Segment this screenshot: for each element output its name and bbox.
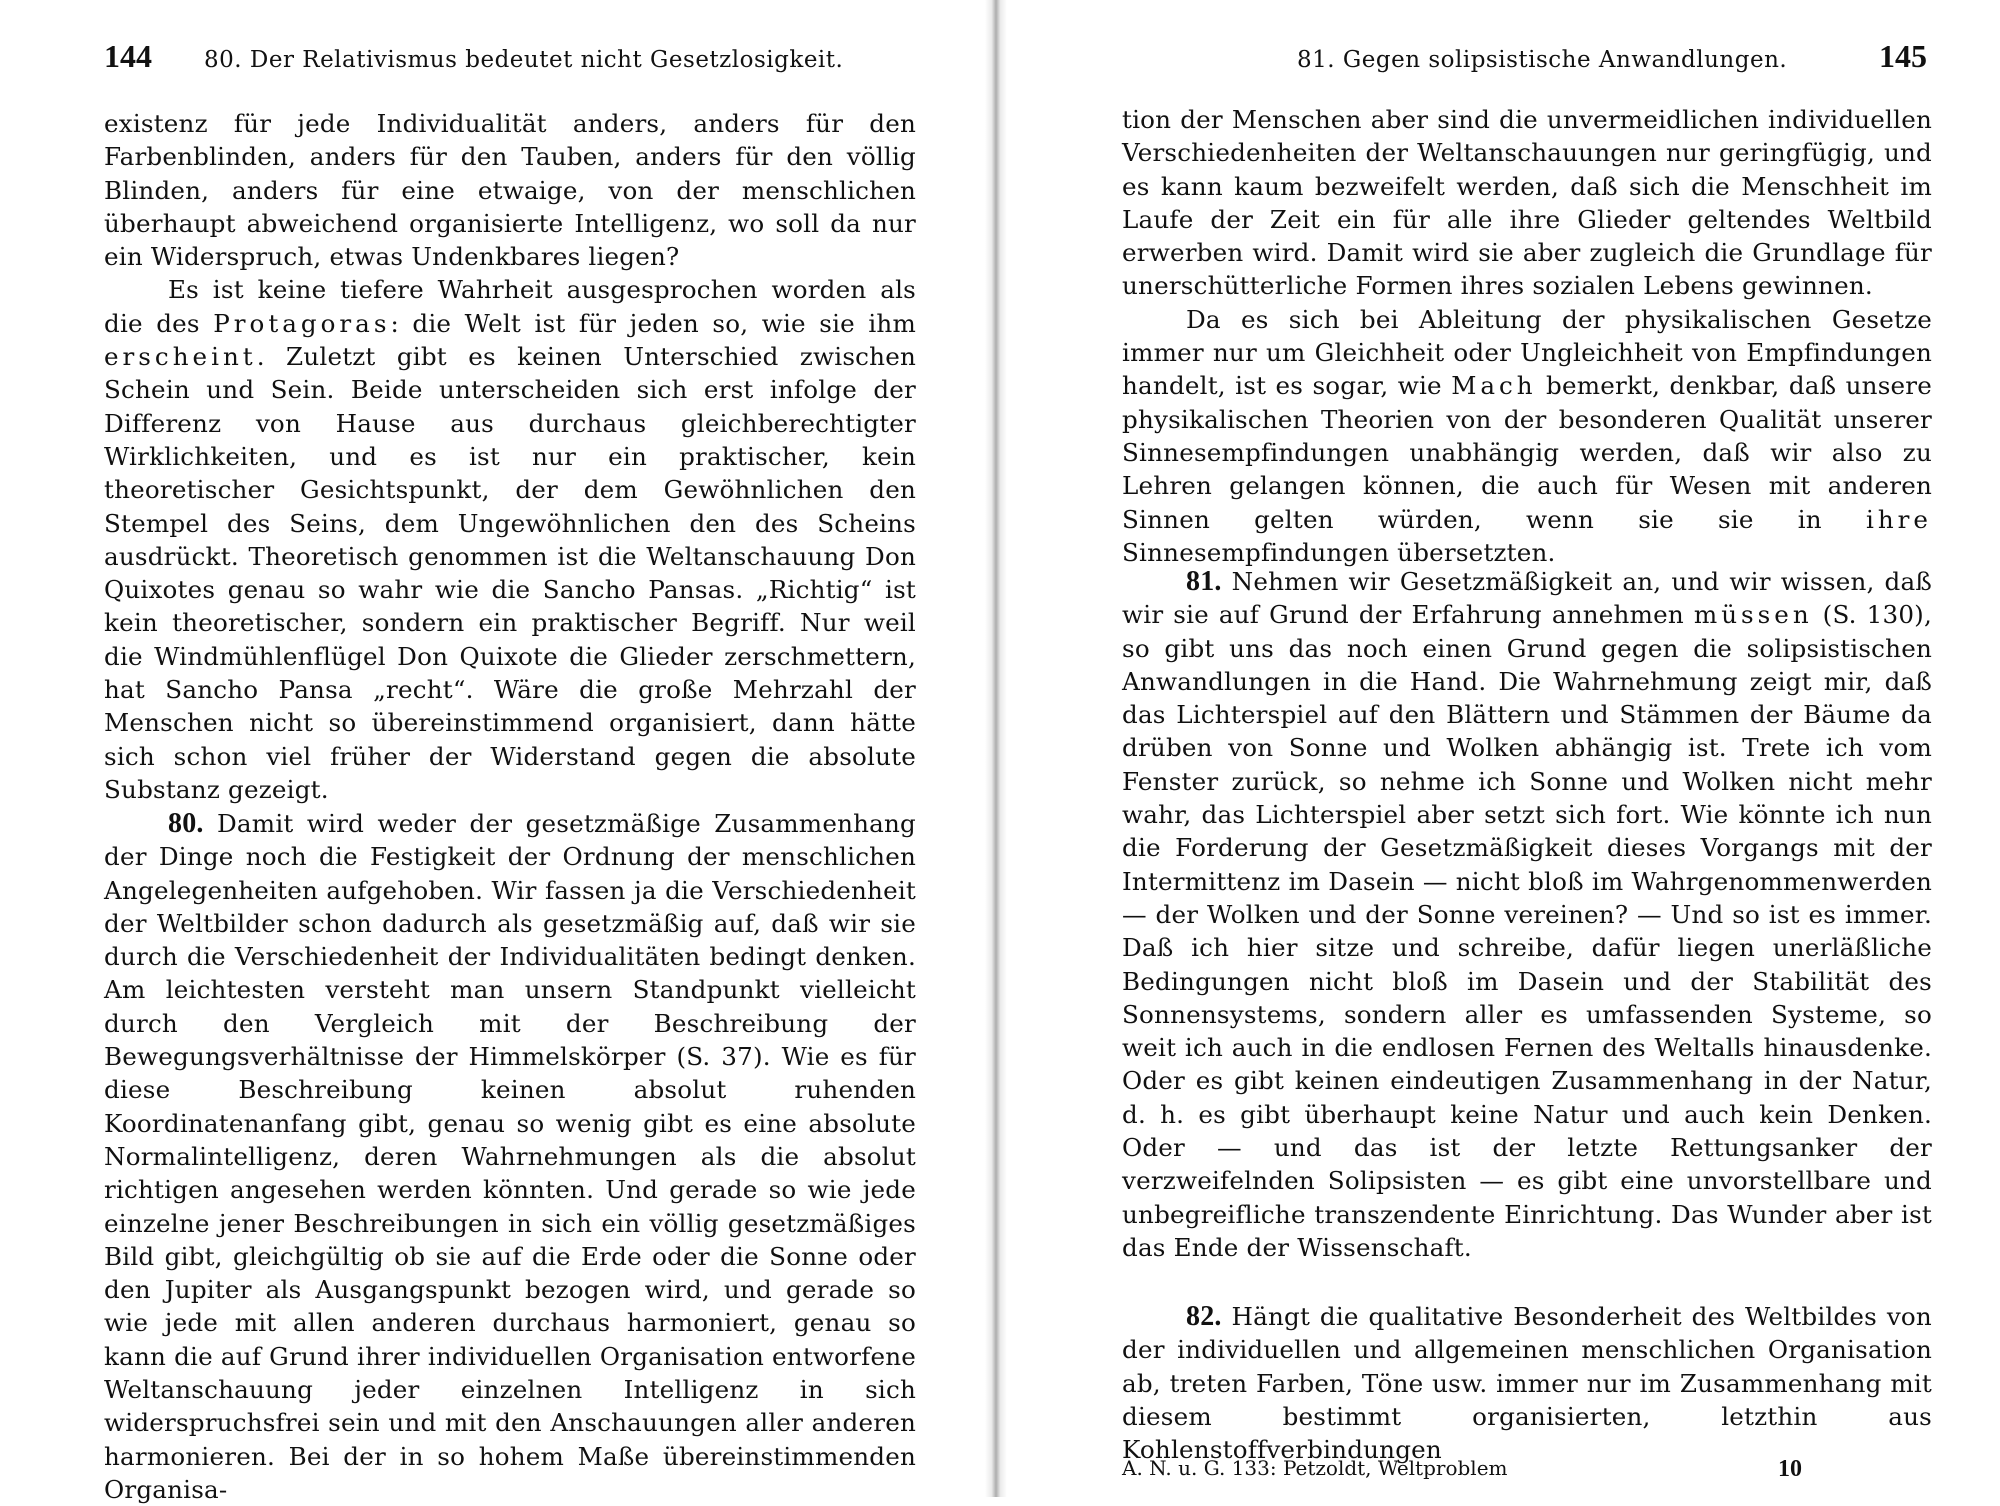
text-run: Es ist keine tiefere Wahrheit ausgesprochen worden als die des: [104, 275, 916, 338]
left-running-head: [104, 38, 904, 78]
section-82: [1122, 1300, 1932, 1466]
left-text-block-1: [104, 107, 916, 806]
right-page-footer: [1122, 1456, 1932, 1483]
text-run: Sinnesempfindungen übersetzten.: [1122, 537, 1556, 567]
emphasis-muessen: müssen: [1693, 600, 1813, 630]
text-run: (S. 130), so gibt uns das noch einen Grund gegen die solipsistischen Anwandlungen in die Hand. Die Wahrnehmung zeigt mir, daß das Lichterspiel auf den Blättern und Stämmen der Bäume da drüben von Sonne und Wolken abhängig ist. Trete ich vom Fenster zurück, so nehme ich Sonne und Wolken nicht mehr wahr, das Lichterspiel aber setzt sich fort. Wie könnte ich nun die Forderung der Gesetzmäßigkeit dieses Vorgangs mit der Intermittenz im Dasein — nicht bloß im Wahrgenommenwerden — der Wolken und der Sonne vereinen? — Und so ist es immer. Daß ich hier sitze und schreibe, dafür liegen unerläßliche Bedingungen nicht bloß im Dasein und der Stabilität des Sonnensystems, sondern aller es umfassenden Systeme, so weit ich auch in die endlosen Fernen des Weltalls hinausdenke. Oder es gibt keinen eindeutigen Zusammenhang in der Natur, d. h. es gibt überhaupt keine Natur und auch kein Denken. Oder — und das ist der letzte Rettungsanker der verzweifelnden Solipsisten — es gibt eine unvorstellbare und unbegreifliche transzendente Einrichtung. Das Wunder aber ist das Ende der Wissenschaft.: [1122, 600, 1932, 1262]
emphasis-mach: Mach: [1451, 371, 1537, 401]
text-run: Da es sich bei Ableitung der physikalischen Gesetze immer nur um Gleichheit oder Ungleichheit von Empfindungen handelt, ist es sogar, wie: [1122, 304, 1932, 401]
text-run: bemerkt, denkbar, daß unsere physikalischen Theorien von der besonderen Qualität unserer Sinnesempfindungen unabhängig werden, daß wir also zu Lehren gelangen können, die auch für Wesen mit anderen Sinnen gelten würden, wenn sie sie in: [1122, 371, 1932, 534]
right-running-head: [1297, 38, 1927, 78]
emphasis-ihre: ihre: [1865, 504, 1932, 534]
right-text-block-1: [1122, 103, 1932, 569]
right-running-title: 81. Gegen solipsistische Anwandlungen.: [1297, 47, 1788, 73]
section-number-82: 82.: [1186, 1301, 1222, 1332]
section-80: [104, 807, 916, 1506]
left-running-title: 80. Der Relativismus bedeutet nicht Gesetzlosigkeit.: [204, 47, 844, 73]
right-page-number: 145: [1879, 38, 1927, 74]
text-run: . Zuletzt gibt es keinen Unterschied zwischen Schein und Sein. Beide unterscheiden sich erst infolge der Differenz von Hause aus durchaus gleichberechtigter Wirklichkeiten, und es ist nur ein praktischer, kein theoretischer Gesichtspunkt, der dem Gewöhnlichen den Stempel des Seins, dem Ungewöhnlichen den des Scheins ausdrückt. Theoretisch genommen ist die Weltanschauung Don Quixotes genau so wahr wie die Sancho Pansas. „Richtig“ ist kein theoretischer, sondern ein praktischer Begriff. Nur weil die Windmühlenflügel Don Quixote die Glieder zerschmettern, hat Sancho Pansa „recht“. Wäre die große Mehrzahl der Menschen nicht so übereinstimmend organisiert, dann hätte sich schon viel früher der Widerstand gegen die absolute Substanz gezeigt.: [104, 342, 916, 804]
left-paragraph-continued: existenz für jede Individualität anders, anders für den Farbenblinden, anders für den Tauben, anders für den völlig Blinden, anders für eine etwaige, von der menschlichen überhaupt abweichend organisierte Intelligenz, wo soll da nur ein Widerspruch, etwas Undenkbares liegen?: [104, 109, 916, 272]
book-gutter: [985, 0, 1007, 1497]
footer-signature-mark: 10: [1778, 1456, 1802, 1482]
emphasis-erscheint: erscheint: [104, 342, 257, 372]
section-80-text: Damit wird weder der gesetzmäßige Zusammenhang der Dinge noch die Festigkeit der Ordnung der menschlichen Angelegenheiten aufgehoben. Wir fassen ja die Verschiedenheit der Weltbilder schon dadurch als gesetzmäßig auf, daß wir sie durch die Verschiedenheit der Individualitäten bedingt denken. Am leichtesten versteht man unsern Standpunkt vielleicht durch den Vergleich mit der Beschreibung der Bewegungsverhältnisse der Himmelskörper (S. 37). Wie es für diese Beschreibung keinen absolut ruhenden Koordinatenanfang gibt, genau so wenig gibt es eine absolute Normalintelligenz, deren Wahrnehmungen als die absolut richtigen angesehen werden könnten. Und gerade so wie jede einzelne jener Beschreibungen in sich ein völlig gesetzmäßiges Bild gibt, gleichgültig ob sie auf die Erde oder die Sonne oder den Jupiter als Ausgangspunkt bezogen wird, und gerade so wie jede mit allen anderen durchaus harmoniert, genau so kann die auf Grund ihrer individuellen Organisation entworfene Weltanschauung jeder einzelnen Intelligenz in sich widerspruchsfrei sein und mit den Anschauungen aller anderen harmonieren. Bei der in so hohem Maße übereinstimmenden Organisa-: [104, 809, 916, 1504]
footer-series: A. N. u. G. 133: Petzoldt, Weltproblem: [1122, 1456, 1508, 1480]
left-page-number: 144: [104, 38, 152, 74]
section-number-80: 80.: [168, 808, 204, 839]
section-82-text: Hängt die qualitative Besonderheit des Weltbildes von der individuellen und allgemeinen menschlichen Organisation ab, treten Farben, Töne usw. immer nur im Zusammenhang mit diesem bestimmt organisierten, letzthin aus Kohlenstoffverbindungen: [1122, 1302, 1932, 1465]
section-number-81: 81.: [1186, 566, 1222, 597]
text-run: : die Welt ist für jeden so, wie sie ihm: [390, 308, 916, 338]
left-page: [0, 0, 985, 1504]
left-text-block-2: [104, 807, 916, 1506]
right-text-block-2: [1122, 565, 1932, 1264]
right-paragraph-continued: tion der Menschen aber sind die unvermeidlichen individuellen Verschiedenheiten der Weltanschauungen nur geringfügig, und es kann kaum bezweifelt werden, daß sich die Menschheit im Laufe der Zeit ein für alle ihre Glieder geltendes Weltbild erwerben wird. Damit wird sie aber zugleich die Grundlage für unerschütterliche Formen ihres sozialen Lebens gewinnen.: [1122, 105, 1932, 301]
section-81: [1122, 565, 1932, 1264]
left-paragraph-protagoras: [104, 273, 916, 806]
text-run: Nehmen wir Gesetzmäßigkeit an, und wir wissen, daß wir sie auf Grund der Erfahrung annehmen: [1122, 567, 1932, 630]
right-text-block-3: [1122, 1300, 1932, 1466]
emphasis-protagoras: Protagoras: [213, 308, 391, 338]
right-page: [1007, 0, 2000, 1497]
right-paragraph-mach: [1122, 303, 1932, 569]
